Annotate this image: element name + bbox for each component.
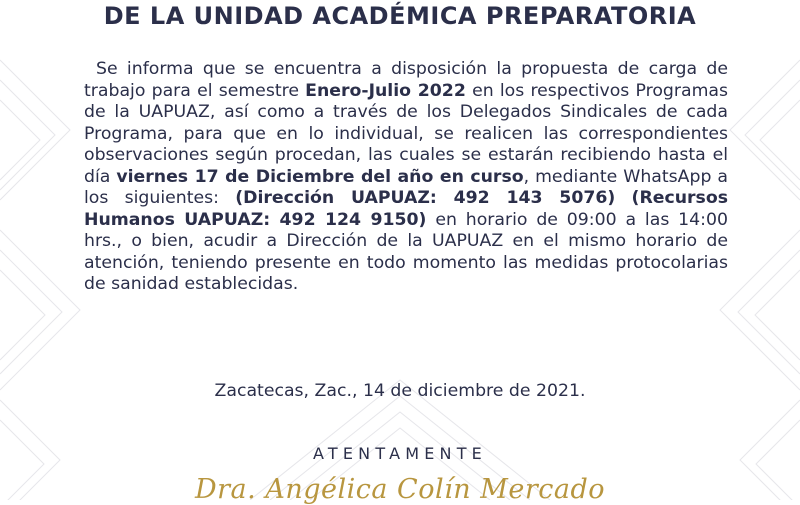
notice-paragraph xyxy=(84,59,728,296)
signatory-name: Dra. Angélica Colín Mercado xyxy=(195,474,605,505)
deadline-date: viernes 17 de Diciembre del año en curso xyxy=(116,166,524,187)
contact-direccion: (Dirección UAPUAZ: 492 143 5076) xyxy=(235,188,616,208)
contact-recursos-humanos: (Recursos Humanos UAPUAZ: 492 124 9150) xyxy=(84,188,728,230)
body-text-part-2: en los respectivos Programas de la UAPUAZ, así como a través de los Delegados Sindicales de cada Programa, para que en lo individual, se realicen las correspondientes observaciones según procedan, las cuales se estarán recibiendo hasta el día xyxy=(84,80,728,187)
document-heading: DE LA UNIDAD ACADÉMICA PREPARATORIA xyxy=(103,2,697,30)
body-text-part-1: Se informa que se encuentra a disposición la propuesta de carga de trabajo para el semestre xyxy=(84,59,728,101)
body-text-part-4: en horario de 09:00 a las 14:00 hrs., o bien, acudir a Dirección de la UAPUAZ en el mismo horario de atención, teniendo presente en todo momento las medidas protocolarias de sanidad establecidas. xyxy=(84,209,728,294)
body-text-part-3: , mediante WhatsApp a los siguientes: xyxy=(84,166,729,208)
closing-salutation: ATENTAMENTE xyxy=(313,444,487,463)
notice-body xyxy=(84,59,728,296)
semester-name: Enero-Julio 2022 xyxy=(305,80,466,101)
place-and-date: Zacatecas, Zac., 14 de diciembre de 2021. xyxy=(214,381,586,401)
